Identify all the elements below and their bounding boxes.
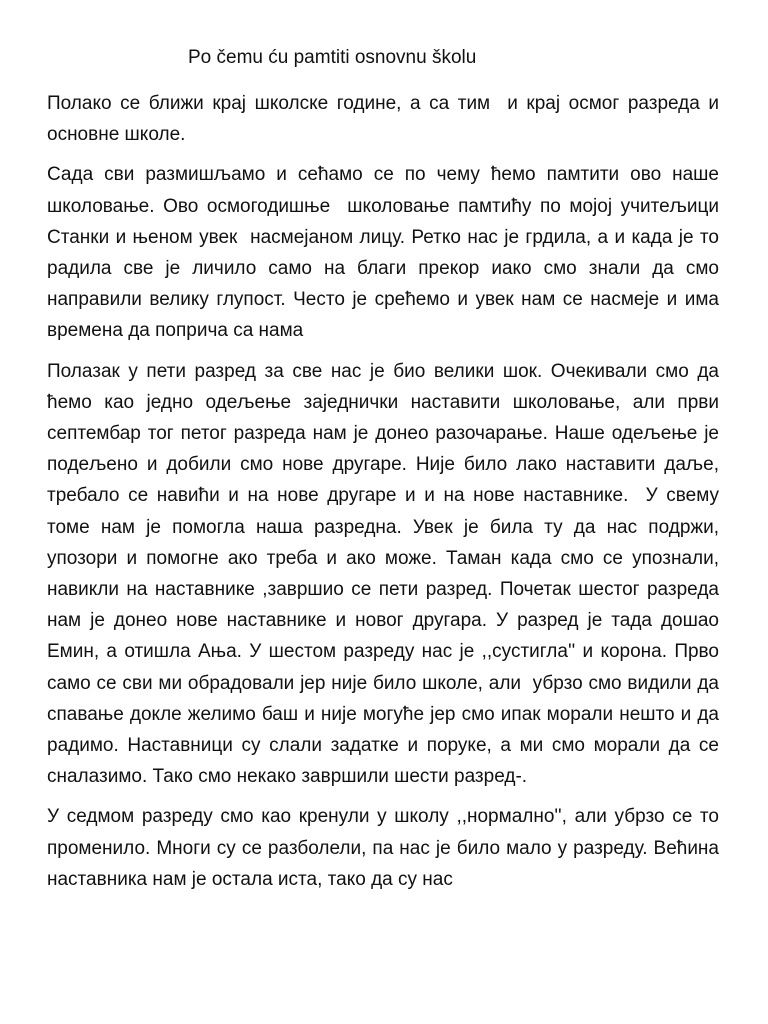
- paragraph-fifth-sixth-grade: Полазак у пети разред за све нас је био велики шок. Очекивали смо да ћемо као једно одељење заједнички наставити школовање, али први септембар тог петог разреда нам је донео разочарање. Наше одељење је подељено и добили смо нове другаре. Није било лако наставити даље, требало се навићи и на нове другаре и и на нове наставнике. У свему томе нам је помогла наша разредна. Увек је била ту да нас подржи, упозори и помогне ако треба и ако може. Таман када смо се упознали, навикли на наставнике ,завршио се пети разред. Почетак шестог разреда нам је донео нове наставнике и новог другара. У разред је тада дошао Емин, а отишла Ања. У шестом разреду нас је ,,сустигла'' и корона. Прво само се сви ми обрадовали јер није било школе, али убрзо смо видили да спавање докле желимо баш и није могуће јер смо ипак морали нешто и да радимо. Наставници су слали задатке и поруке, а ми смо морали да се сналазимо. Тако смо некако завршили шести разред-.: [47, 360, 725, 788]
- document-title: Po čemu ću pamtiti osnovnu školu: [188, 47, 477, 68]
- document-page: [47, 44, 725, 904]
- paragraph-intro: Полако се ближи крај школске године, а са тим и крај осмог разреда и основне школе.: [47, 93, 725, 146]
- paragraph-seventh-grade: У седмом разреду смо као кренули у школу ,,нормално'', али убрзо се то променило. Многи су се разболели, па нас је било мало у разреду. Већина наставника нам је остала иста, тако да су нас: [47, 806, 725, 890]
- paragraph-teacher: Сада сви размишљамо и сећамо се по чему ћемо памтити ово наше школовање. Ово осмогодишње школовање памтићу по мојој учитељици Станки и њеном увек насмејаном лицу. Ретко нас је грдила, а и када је то радила све је личило само на благи прекор иако смо знали да смо направили велику глупост. Често је срећемо и увек нам се насмеје и има времена да поприча са нама: [47, 164, 725, 342]
